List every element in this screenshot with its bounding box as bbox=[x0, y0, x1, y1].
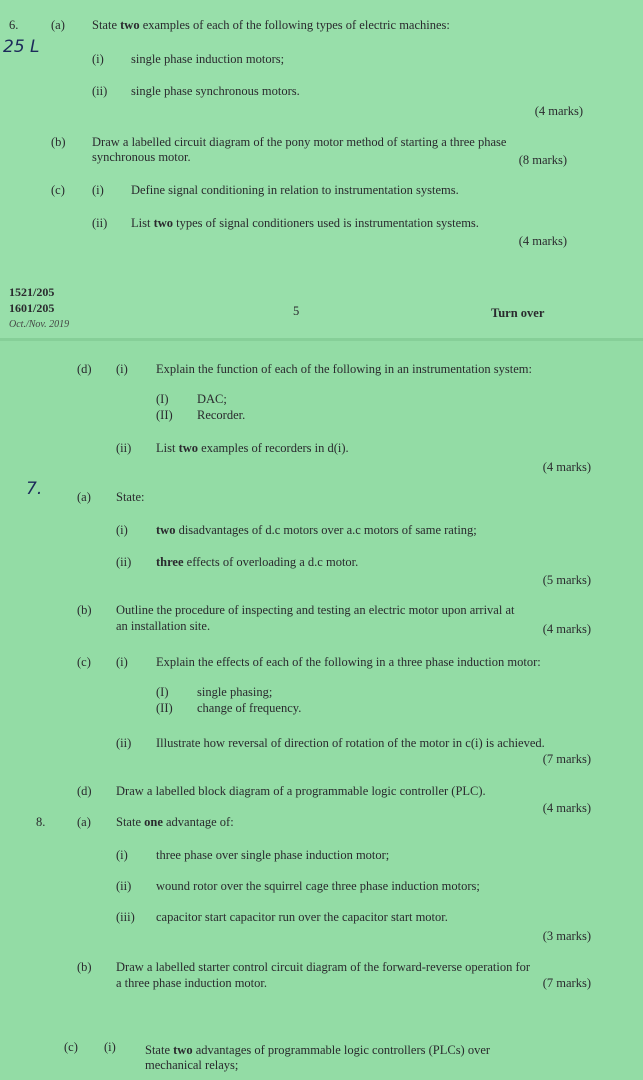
q6b-text-line1: Draw a labelled circuit diagram of the pony motor method of starting a three phase bbox=[92, 135, 507, 149]
q7a-ii-num: (ii) bbox=[116, 555, 132, 569]
q6c-i-num: (i) bbox=[92, 183, 104, 197]
q7a-marks: (5 marks) bbox=[542, 573, 591, 587]
q8c-i-text-line1: State two advantages of programmable logic controllers (PLCs) over bbox=[145, 1043, 491, 1057]
q7b-text-line2: an installation site. bbox=[116, 619, 211, 633]
q6c-ii-num: (ii) bbox=[92, 216, 108, 230]
q7c-sub-text: single phasing; bbox=[197, 685, 273, 699]
exam-date: Oct./Nov. 2019 bbox=[9, 319, 70, 330]
q8c-i-num: (i) bbox=[104, 1040, 116, 1054]
q8a-item-num: (i) bbox=[116, 848, 128, 862]
q6c-label: (c) bbox=[51, 183, 65, 197]
handwritten-score-annotation: 25 L bbox=[3, 37, 40, 57]
q8b-text-line1: Draw a labelled starter control circuit diagram of the forward-reverse operation for bbox=[116, 960, 531, 974]
q8c-label: (c) bbox=[64, 1040, 78, 1054]
q8a-item-text: wound rotor over the squirrel cage three phase induction motors; bbox=[156, 879, 480, 893]
q7a-i-num: (i) bbox=[116, 523, 128, 537]
q7d-text: Draw a labelled block diagram of a programmable logic controller (PLC). bbox=[116, 784, 486, 798]
q7d-label: (d) bbox=[77, 784, 92, 798]
q6d-sub-text: Recorder. bbox=[197, 408, 246, 422]
q8b-label: (b) bbox=[77, 960, 92, 974]
q7c-marks: (7 marks) bbox=[542, 752, 591, 766]
q6a-item-num: (ii) bbox=[92, 84, 108, 98]
q7a-i-text: two disadvantages of d.c motors over a.c motors of same rating; bbox=[156, 523, 477, 537]
q6d-ii-text: List two examples of recorders in d(i). bbox=[156, 441, 349, 455]
q6a-marks: (4 marks) bbox=[534, 104, 583, 118]
q6d-marks: (4 marks) bbox=[542, 460, 591, 474]
q8b-text-line2: a three phase induction motor. bbox=[116, 976, 268, 990]
q8a-item-text: three phase over single phase induction motor; bbox=[156, 848, 390, 862]
q6a-label: (a) bbox=[51, 18, 65, 32]
q6b-text-line2: synchronous motor. bbox=[92, 150, 191, 164]
q6d-sub-num: (II) bbox=[156, 408, 173, 422]
q8a-text: State one advantage of: bbox=[116, 815, 234, 829]
q6d-label: (d) bbox=[77, 362, 92, 376]
q6d-i-text: Explain the function of each of the following in an instrumentation system: bbox=[156, 362, 532, 376]
q6-number: 6. bbox=[9, 18, 19, 32]
q8c-i-text-line2: mechanical relays; bbox=[145, 1058, 239, 1072]
q6c-ii-text: List two types of signal conditioners used is instrumentation systems. bbox=[131, 216, 479, 230]
page-number: 5 bbox=[293, 304, 300, 318]
q6b-label: (b) bbox=[51, 135, 66, 149]
q6a-text: State two examples of each of the following types of electric machines: bbox=[92, 18, 450, 32]
exam-code: 1521/205 bbox=[9, 285, 55, 299]
q6a-item-text: single phase synchronous motors. bbox=[131, 84, 300, 98]
q6c-i-text: Define signal conditioning in relation to instrumentation systems. bbox=[131, 183, 459, 197]
q7c-i-text: Explain the effects of each of the following in a three phase induction motor: bbox=[156, 655, 541, 669]
q7a-ii-text: three effects of overloading a d.c motor. bbox=[156, 555, 359, 569]
q8a-item-text: capacitor start capacitor run over the capacitor start motor. bbox=[156, 910, 448, 924]
turn-over-label: Turn over bbox=[491, 306, 545, 320]
q7a-label: (a) bbox=[77, 490, 91, 504]
q7c-i-num: (i) bbox=[116, 655, 128, 669]
q6b-marks: (8 marks) bbox=[518, 153, 567, 167]
q6a-item-num: (i) bbox=[92, 52, 104, 66]
handwritten-question-number: 7. bbox=[26, 479, 43, 499]
q6d-sub-num: (I) bbox=[156, 392, 169, 406]
q8-number: 8. bbox=[36, 815, 46, 829]
q8a-item-num: (iii) bbox=[116, 910, 135, 924]
q7b-text-line1: Outline the procedure of inspecting and testing an electric motor upon arrival at bbox=[116, 603, 515, 617]
q6d-i-num: (i) bbox=[116, 362, 128, 376]
q6d-ii-num: (ii) bbox=[116, 441, 132, 455]
q8b-marks: (7 marks) bbox=[542, 976, 591, 990]
page-separator bbox=[0, 338, 643, 341]
q6a-item-text: single phase induction motors; bbox=[131, 52, 285, 66]
q7c-sub-num: (I) bbox=[156, 685, 169, 699]
exam-page-top bbox=[0, 0, 643, 340]
q8a-label: (a) bbox=[77, 815, 91, 829]
q8a-item-num: (ii) bbox=[116, 879, 132, 893]
q7a-text: State: bbox=[116, 490, 145, 504]
q6c-marks: (4 marks) bbox=[518, 234, 567, 248]
q7c-ii-num: (ii) bbox=[116, 736, 132, 750]
q7c-sub-text: change of frequency. bbox=[197, 701, 302, 715]
q6d-sub-text: DAC; bbox=[197, 392, 227, 406]
q7c-sub-num: (II) bbox=[156, 701, 173, 715]
q7c-label: (c) bbox=[77, 655, 91, 669]
exam-code: 1601/205 bbox=[9, 301, 55, 315]
q7b-label: (b) bbox=[77, 603, 92, 617]
q7b-marks: (4 marks) bbox=[542, 622, 591, 636]
q7c-ii-text: Illustrate how reversal of direction of rotation of the motor in c(i) is achieved. bbox=[156, 736, 545, 750]
q7d-marks: (4 marks) bbox=[542, 801, 591, 815]
q8a-marks: (3 marks) bbox=[542, 929, 591, 943]
